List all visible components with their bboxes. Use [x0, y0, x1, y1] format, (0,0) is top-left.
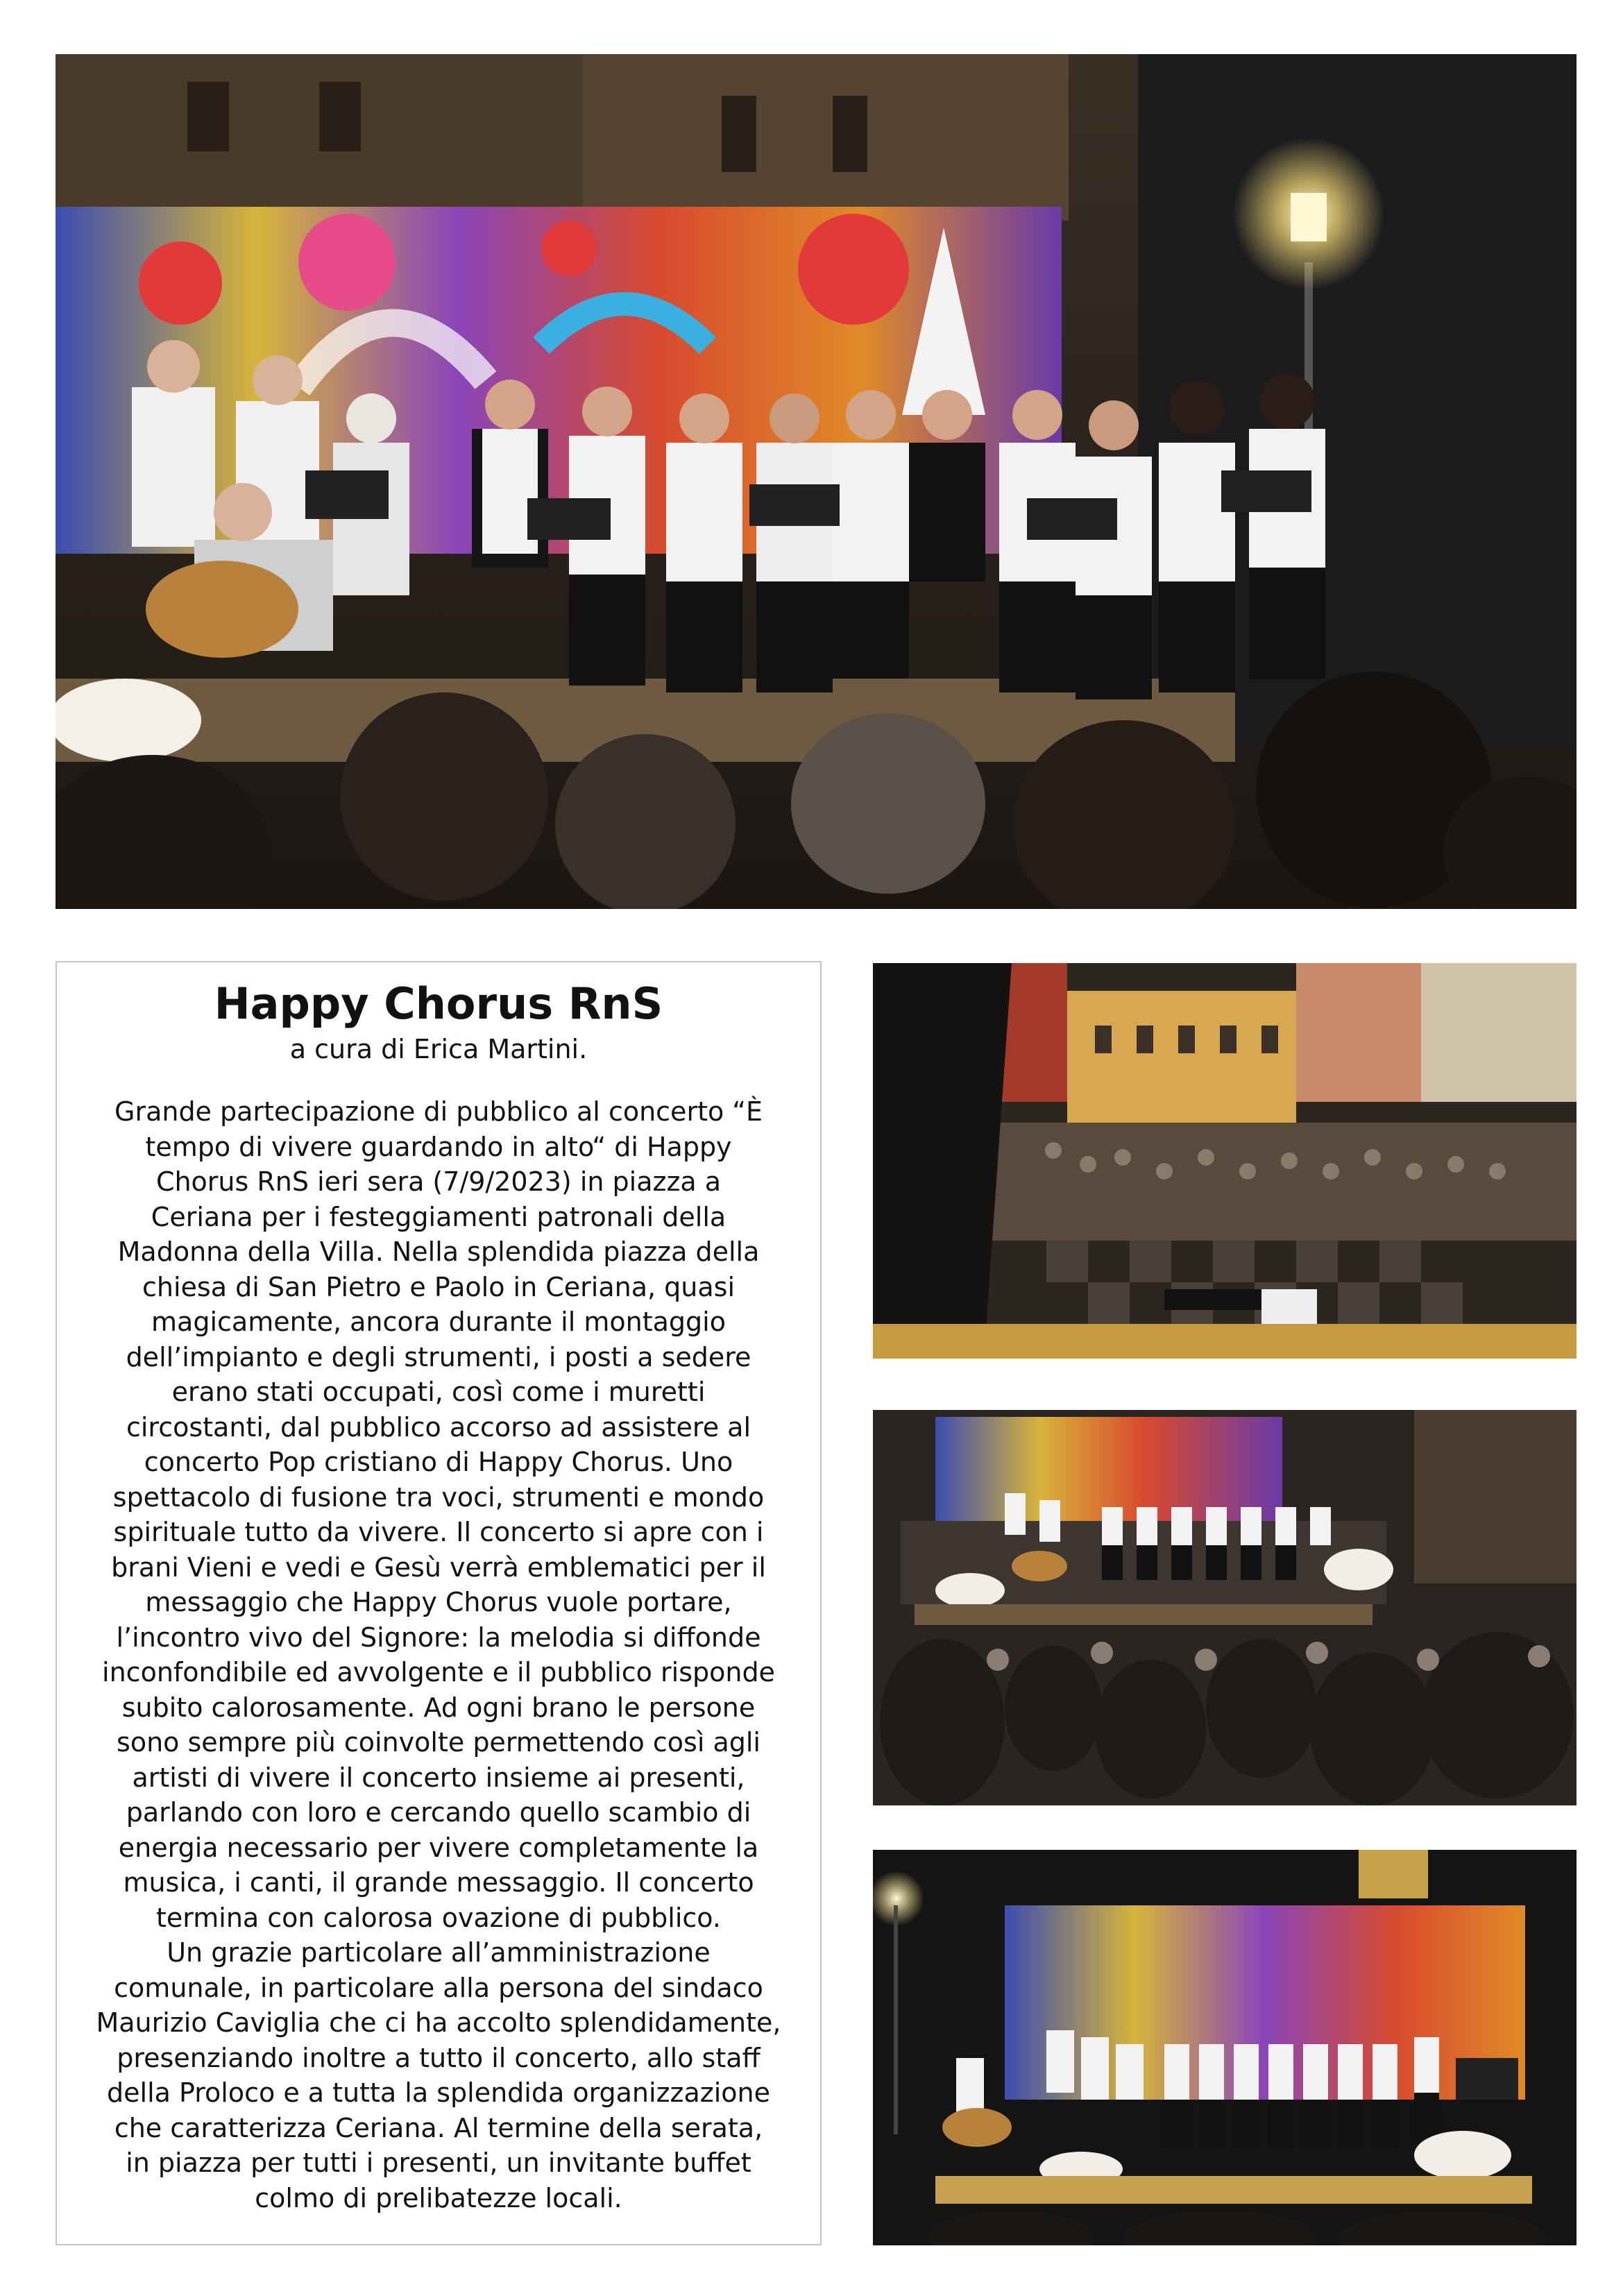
article-line: messaggio che Happy Chorus vuole portare,: [145, 1587, 732, 1617]
article-byline: a cura di Erica Martini.: [289, 1034, 588, 1064]
choir-stage-night-photo: [873, 1850, 1577, 2245]
article-line: spirituale tutto da vivere. Il concerto si apre con i: [113, 1517, 764, 1547]
article-line: concerto Pop cristiano di Happy Chorus. Uno: [144, 1447, 733, 1477]
article-line: tempo di vivere guardando in alto“ di Happy: [145, 1131, 732, 1162]
article-line: circostanti, dal pubblico accorso ad assistere al: [126, 1411, 751, 1443]
main-concert-photo: [56, 54, 1577, 909]
article-line: l’incontro vivo del Signore: la melodia si diffonde: [116, 1622, 761, 1653]
article-line: dell’impianto e degli strumenti, i posti a sedere: [126, 1341, 751, 1372]
choir-stage-night-photo-icon: [873, 1850, 1577, 2245]
article-line: magicamente, ancora durante il montaggio: [151, 1307, 726, 1337]
article-line: Grande partecipazione di pubblico al concerto “È: [114, 1096, 763, 1127]
article-title: Happy Chorus RnS: [214, 978, 663, 1029]
article-line: Maurizio Caviglia che ci ha accolto splendidamente,: [96, 2007, 781, 2038]
article-line: Un grazie particolare all’amministrazione: [167, 1937, 711, 1968]
article-line: colmo di prelibatezze locali.: [255, 2182, 622, 2213]
article-line: che caratterizza Ceriana. Al termine della serata,: [114, 2112, 763, 2143]
article-line: presenziando inoltre a tutto il concerto, allo staff: [117, 2042, 760, 2073]
article-body: [57, 1094, 820, 2216]
article-line: musica, i canti, il grande messaggio. Il concerto: [123, 1867, 754, 1898]
article-line: della Proloco e a tutta la splendida organizzazione: [107, 2077, 770, 2108]
article-line: erano stati occupati, così come i muretti: [171, 1377, 706, 1407]
article-line: energia necessario per vivere completamente la: [118, 1832, 759, 1863]
article-line: subito calorosamente. Ad ogni brano le persone: [121, 1692, 756, 1723]
article-line: Ceriana per i festeggiamenti patronali della: [151, 1201, 726, 1232]
piazza-audience-photo-icon: [873, 963, 1577, 1359]
article-line: spettacolo di fusione tra voci, strumenti e mondo: [112, 1481, 765, 1513]
audience-piazza-photo: [873, 963, 1577, 1359]
article-line: artisti di vivere il concerto insieme ai presenti,: [132, 1762, 745, 1793]
article-line: brani Vieni e vedi e Gesù verrà emblematici per il: [111, 1551, 766, 1583]
article-line: termina con calorosa ovazione di pubblico.: [156, 1902, 721, 1933]
article-line: inconfondibile ed avvolgente e il pubblico risponde: [102, 1657, 775, 1687]
choir-stage-wide-photo-icon: [873, 1410, 1577, 1805]
article-line: Madonna della Villa. Nella splendida piazza della: [117, 1236, 760, 1267]
concert-stage-photo-icon: [56, 54, 1577, 909]
choir-stage-wide-photo: [873, 1410, 1577, 1805]
article-line: chiesa di San Pietro e Paolo in Ceriana, quasi: [142, 1271, 735, 1302]
article-line: comunale, in particolare alla persona del sindaco: [114, 1972, 763, 2003]
article-line: sono sempre più coinvolte permettendo così agli: [117, 1727, 760, 1758]
article-box: [56, 961, 822, 2245]
article-line: in piazza per tutti i presenti, un invitante buffet: [126, 2148, 751, 2178]
article-line: Chorus RnS ieri sera (7/9/2023) in piazza a: [155, 1166, 722, 1197]
article-line: parlando con loro e cercando quello scambio di: [126, 1797, 751, 1828]
